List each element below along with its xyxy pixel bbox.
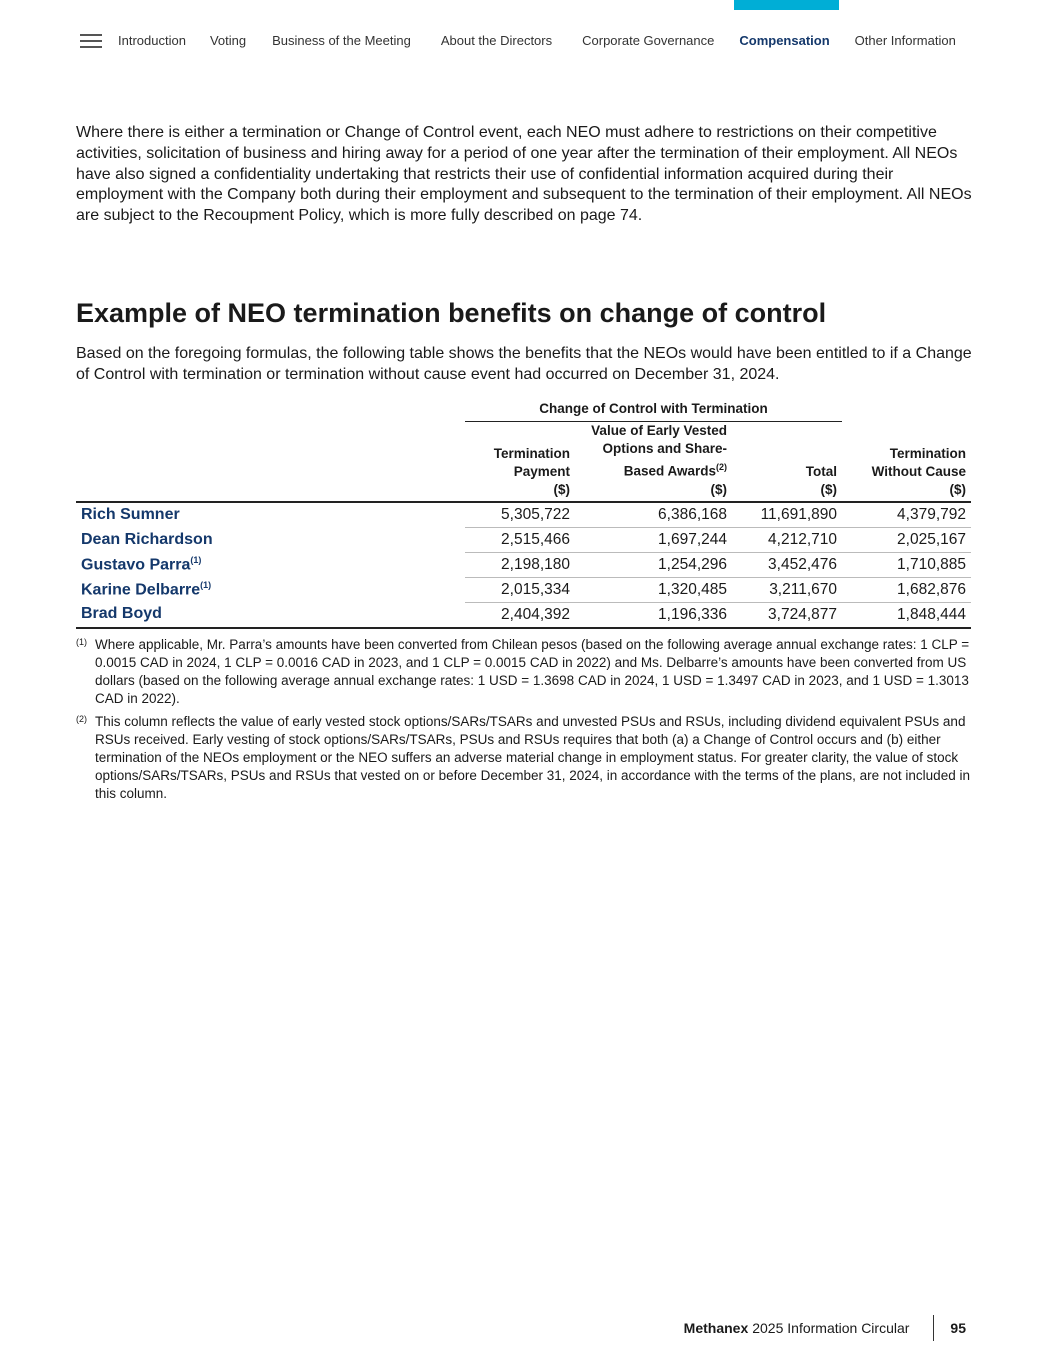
neo-name: Dean Richardson: [81, 530, 213, 548]
without-cause-cell: 1,848,444: [842, 602, 971, 628]
top-nav: [80, 33, 956, 48]
total-cell: 11,691,890: [732, 502, 842, 528]
without-cause-cell: 1,710,885: [842, 552, 971, 577]
footnote-2: (2) This column reflects the value of early vested stock options/SARs/TSARs and unvested PSUs and RSUs, including dividend equivalent PSUs and RSUs received. Early vesting of stock options/SARs/TSARs, PSUs and RSUs requires that both (a) a Change of Control occurs and (b) either termination of the NEOs employment or the NEO suffers an adverse material change in employment status. For greater clarity, the value of stock options/SARs/TSARs, PSUs and RSUs that vested on or before December 31, 2024, in accordance with the terms of the plans, are not included in this column.: [76, 714, 970, 801]
early-vested-cell: 1,254,296: [575, 552, 732, 577]
header-termination-payment: Termination Payment ($): [465, 422, 575, 502]
without-cause-cell: 1,682,876: [842, 577, 971, 602]
footnote-1: (1) Where applicable, Mr. Parra’s amounts have been converted from Chilean pesos (based on the following average annual exchange rates: 1 CLP = 0.0015 CAD in 2024, 1 CLP = 0.0016 CAD in 2023, and 1 CLP = 0.0015 CAD in 2022) and Ms. Delbarre’s amounts have been converted from US dollars (based on the following average annual exchange rates: 1 USD = 1.3698 CAD in 2024, 1 USD = 1.3497 CAD in 2023, and 1 USD = 1.3013 CAD in 2022).: [76, 637, 970, 706]
early-vested-cell: 1,697,244: [575, 527, 732, 552]
termination-payment-cell: 2,404,392: [465, 602, 575, 628]
termination-benefits-table: [76, 400, 971, 629]
total-cell: 3,211,670: [732, 577, 842, 602]
table-row: [76, 577, 971, 602]
total-cell: 3,724,877: [732, 602, 842, 628]
group-header: Change of Control with Termination: [465, 400, 842, 422]
nav-voting[interactable]: Voting: [209, 33, 247, 48]
nav-other-information[interactable]: Other Information: [854, 33, 956, 48]
early-vested-cell: 6,386,168: [575, 502, 732, 528]
hamburger-menu-icon[interactable]: [80, 34, 102, 48]
header-total: Total ($): [732, 422, 842, 502]
table-row: [76, 602, 971, 628]
termination-payment-cell: 2,515,466: [465, 527, 575, 552]
page-number: 95: [950, 1320, 966, 1336]
nav-corporate-governance[interactable]: Corporate Governance: [582, 33, 715, 48]
neo-name: Karine Delbarre$^{(1)}$: [81, 579, 212, 599]
nav-business-of-the-meeting[interactable]: Business of the Meeting: [272, 33, 411, 48]
total-cell: 4,212,710: [732, 527, 842, 552]
footer-brand: Methanex: [683, 1320, 749, 1336]
termination-payment-cell: 2,015,334: [465, 577, 575, 602]
termination-payment-cell: 2,198,180: [465, 552, 575, 577]
header-without-cause: Termination Without Cause ($): [842, 422, 971, 502]
page-footer: [684, 1315, 966, 1341]
body-paragraph: Where there is either a termination or Change of Control event, each NEO must adhere to restrictions on their competitive activities, solicitation of business and hiring away for a period of one year after the termination of their employment. All NEOs have also signed a confidentiality undertaking that restricts their use of confidential information acquired during their employment with the Company both during their employment and subsequent to the termination of their employment. All NEOs are subject to the Recoupment Policy, which is more fully described on page 74.: [76, 124, 972, 225]
footer-doc-title: 2025 Information Circular: [752, 1320, 910, 1336]
footer-divider: [933, 1315, 934, 1341]
header-early-vested: Value of Early Vested Options and Share- Based Awards$^{(2)}$ ($): [575, 422, 732, 502]
neo-name: Rich Sumner: [81, 505, 180, 523]
termination-payment-cell: 5,305,722: [465, 502, 575, 528]
section-intro: Based on the foregoing formulas, the following table shows the benefits that the NEOs would have been entitled to if a Change of Control with termination or termination without cause event had occurred on December 31, 2024.: [76, 345, 972, 383]
table-row: [76, 552, 971, 577]
active-section-indicator: [734, 0, 839, 10]
nav-compensation[interactable]: Compensation: [739, 33, 830, 48]
early-vested-cell: 1,320,485: [575, 577, 732, 602]
nav-introduction[interactable]: Introduction: [118, 33, 186, 48]
neo-name: Gustavo Parra$^{(1)}$: [81, 554, 202, 574]
without-cause-cell: 2,025,167: [842, 527, 971, 552]
nav-about-the-directors[interactable]: About the Directors: [440, 33, 553, 48]
table-row: [76, 502, 971, 528]
table-row: [76, 527, 971, 552]
without-cause-cell: 4,379,792: [842, 502, 971, 528]
section-title: Example of NEO termination benefits on change of control: [76, 298, 827, 328]
footnotes: [76, 636, 976, 808]
total-cell: 3,452,476: [732, 552, 842, 577]
early-vested-cell: 1,196,336: [575, 602, 732, 628]
neo-name: Brad Boyd: [76, 602, 465, 628]
